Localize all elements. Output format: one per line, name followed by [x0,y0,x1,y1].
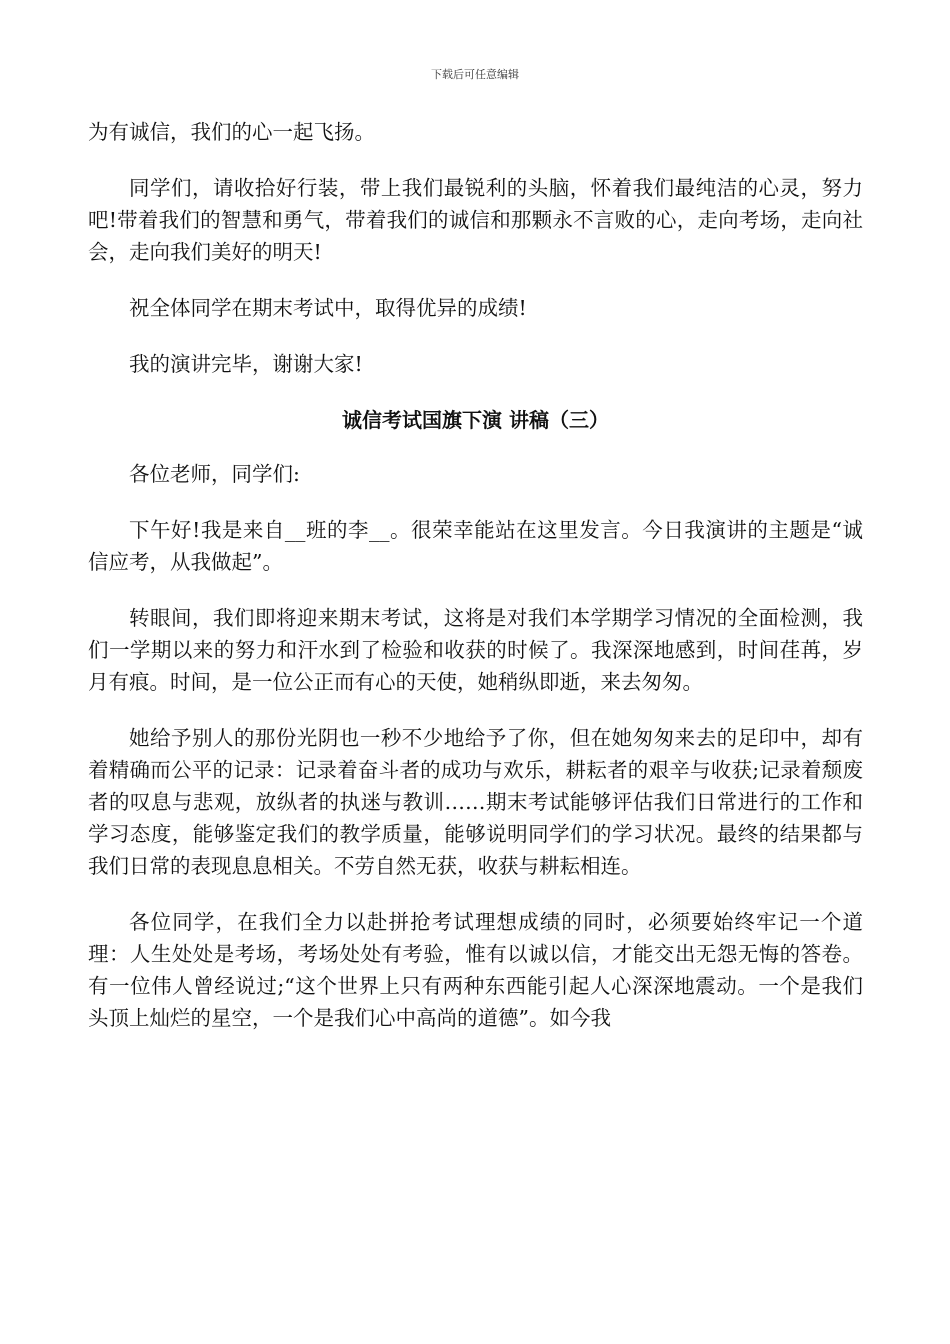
page-header-note: 下载后可任意编辑 [431,68,519,81]
paragraph: 祝全体同学在期末考试中，取得优异的成绩! [129,296,527,320]
paragraph-continuation: 为有诚信，我们的心一起飞扬。 [88,120,375,144]
paragraph: 我的演讲完毕，谢谢大家! [129,352,363,376]
paragraph: 各位同学，在我们全力以赴拼抢考试理想成绩的同时，必须要始终牢记一个道理：人生处处是考场，考场处处有考验，惟有以诚以信，才能交出无怨无悔的答卷。有一位伟人曾经说过;“这个世界上只有两种东西能引起人心深深地震动。一个是我们头顶上灿烂的星空，一个是我们心中高尚的道德”。如今我 [88,910,863,1030]
document-body [88,116,863,1058]
section-title: 诚信考试国旗下演 讲稿（三） [342,408,609,432]
paragraph: 同学们，请收拾好行装，带上我们最锐利的头脑，怀着我们最纯洁的心灵，努力吧!带着我们的智慧和勇气，带着我们的诚信和那颗永不言败的心，走向考场，走向社会，走向我们美好的明天! [88,176,863,264]
salutation: 各位老师，同学们: [129,462,300,486]
paragraph: 转眼间，我们即将迎来期末考试，这将是对我们本学期学习情况的全面检测，我们一学期以来的努力和汗水到了检验和收获的时候了。我深深地感到，时间荏苒，岁月有痕。时间，是一位公正而有心的天使，她稍纵即逝，来去匆匆。 [88,606,863,694]
paragraph: 下午好!我是来自__班的李__。很荣幸能站在这里发言。今日我演讲的主题是“诚信应考，从我做起”。 [88,518,863,574]
paragraph: 她给予别人的那份光阴也一秒不少地给予了你，但在她匆匆来去的足印中，却有着精确而公平的记录：记录着奋斗者的成功与欢乐，耕耘者的艰辛与收获;记录着颓废者的叹息与悲观，放纵者的执迷与教训……期末考试能够评估我们日常进行的工作和学习态度，能够鉴定我们的教学质量，能够说明同学们的学习状况。最终的结果都与我们日常的表现息息相关。不劳自然无获，收获与耕耘相连。 [88,726,863,878]
